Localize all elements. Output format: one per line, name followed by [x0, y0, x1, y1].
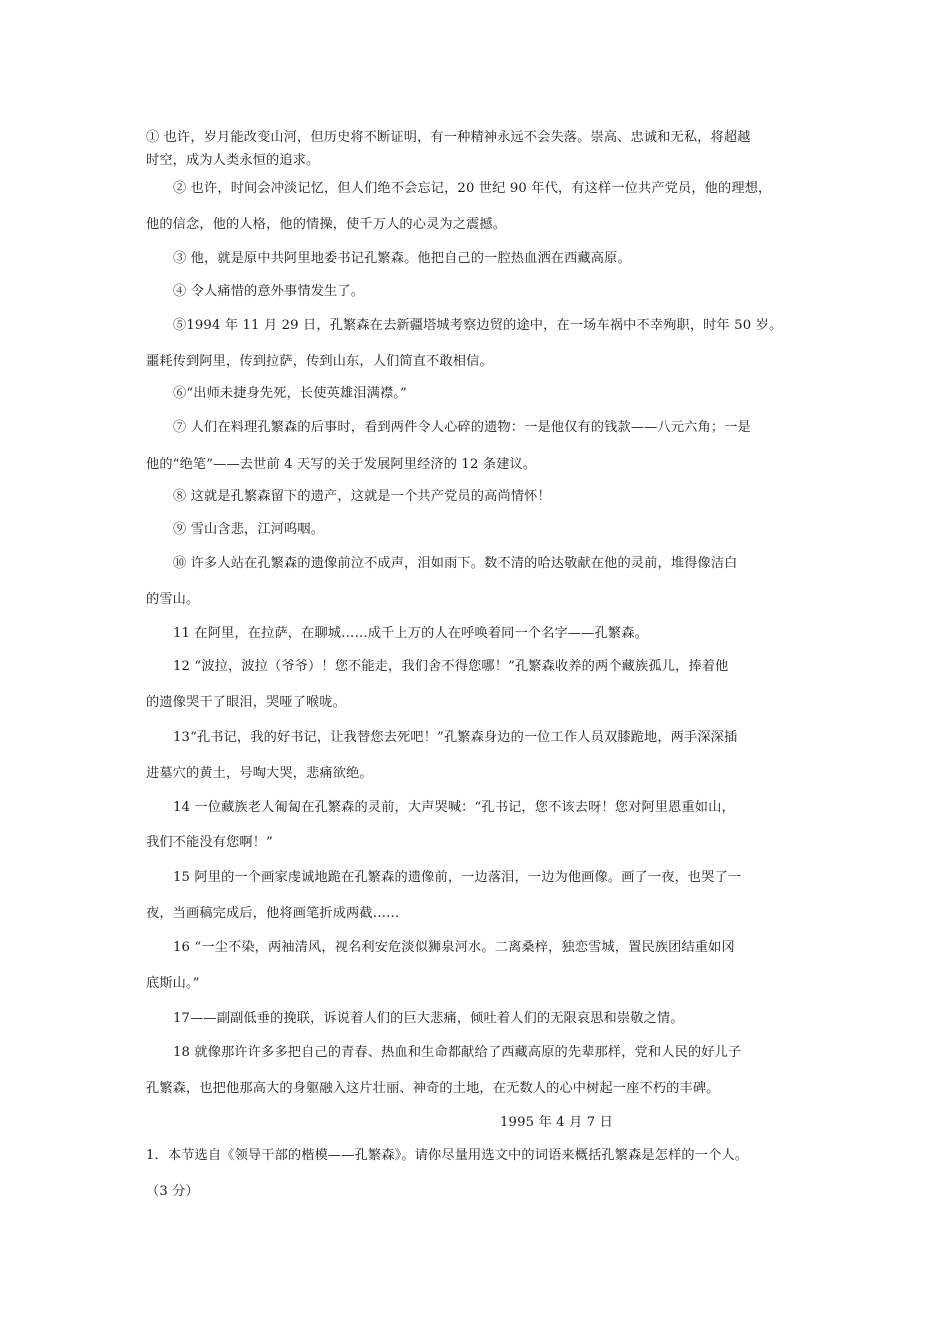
paragraph-12-line-1: 12 “波拉，波拉（爷爷）！您不能走，我们舍不得您哪！”孔繁森收养的两个藏族孤儿，捧着他 — [173, 659, 729, 674]
paragraph-15-line-2: 夜，当画稿完成后，他将画笔折成两截…… — [146, 906, 400, 921]
paragraph-14-line-1: 14 一位藏族老人匍匐在孔繁森的灵前，大声哭喊：“孔书记，您不该去呀！您对阿里恩重如山， — [173, 800, 735, 815]
paragraph-4: ④ 令人痛惜的意外事情发生了。 — [173, 284, 365, 299]
paragraph-10-line-1: ⑩ 许多人站在孔繁森的遗像前泣不成声，泪如雨下。数不清的哈达敬献在他的灵前，堆得像洁白 — [173, 556, 738, 571]
paragraph-3: ③ 他，就是原中共阿里地委书记孔繁森。他把自己的一腔热血洒在西藏高原。 — [173, 251, 631, 266]
paragraph-11: 11 在阿里，在拉萨，在聊城……成千上万的人在呼唤着同一个名字——孔繁森。 — [173, 626, 648, 641]
paragraph-13-line-1: 13“孔书记，我的好书记，让我替您去死吧！”孔繁森身边的一位工作人员双膝跪地，两手深深插 — [173, 730, 738, 745]
paragraph-9: ⑨ 雪山含悲，江河呜咽。 — [173, 522, 325, 537]
paragraph-7-line-1: ⑦ 人们在料理孔繁森的后事时，看到两件令人心碎的遗物：一是他仅有的钱款——八元六角；一是 — [173, 420, 751, 435]
date-line: 1995 年 4 月 7 日 — [500, 1115, 613, 1130]
question-1: 1．本节选自《领导干部的楷模——孔繁森》。请你尽量用选文中的词语来概括孔繁森是怎样的一个人。 — [146, 1148, 749, 1163]
paragraph-6: ⑥“出师未捷身先死，长使英雄泪满襟。” — [173, 386, 407, 401]
paragraph-2-line-1: ② 也许，时间会冲淡记忆，但人们绝不会忘记，20 世纪 90 年代，有这样一位共产党员，他的理想， — [173, 181, 772, 196]
paragraph-12-line-2: 的遗像哭干了眼泪，哭哑了喉咙。 — [146, 695, 347, 710]
question-1-score: （3 分） — [146, 1184, 199, 1199]
paragraph-5-line-1: ⑤1994 年 11 月 29 日，孔繁森在去新疆塔城考察边贸的途中，在一场车祸中不幸殉职，时年 50 岁。 — [173, 318, 783, 333]
paragraph-8: ⑧ 这就是孔繁森留下的遗产，这就是一个共产党员的高尚情怀！ — [173, 489, 551, 504]
paragraph-2-line-2: 他的信念，他的人格，他的情操，使千万人的心灵为之震撼。 — [146, 217, 507, 232]
paragraph-15-line-1: 15 阿里的一个画家虔诚地跪在孔繁森的遗像前，一边落泪，一边为他画像。画了一夜，也哭了一 — [173, 870, 742, 885]
paragraph-17: 17——副副低垂的挽联，诉说着人们的巨大悲痛，倾吐着人们的无限哀思和崇敬之情。 — [173, 1011, 684, 1026]
paragraph-7-line-2: 他的“绝笔”——去世前 4 天写的关于发展阿里经济的 12 条建议。 — [146, 457, 537, 472]
paragraph-1-line-2: 时空，成为人类永恒的追求。 — [146, 153, 320, 168]
paragraph-16-line-2: 底斯山。” — [146, 976, 200, 991]
paragraph-5-line-2: 噩耗传到阿里，传到拉萨，传到山东，人们简直不敢相信。 — [146, 354, 493, 369]
paragraph-13-line-2: 进墓穴的黄土，号啕大哭，悲痛欲绝。 — [146, 766, 373, 781]
paragraph-1-line-1: ① 也许，岁月能改变山河，但历史将不断证明，有一种精神永远不会失落。崇高、忠诚和无私，将超越 — [146, 130, 751, 145]
paragraph-18-line-1: 18 就像那许许多多把自己的青春、热血和生命都献给了西藏高原的先辈那样，党和人民的好儿子 — [173, 1045, 742, 1060]
paragraph-16-line-1: 16 “一尘不染，两袖清风，视名利安危淡似狮泉河水。二离桑梓，独恋雪城，置民族团结重如冈 — [173, 940, 735, 955]
paragraph-14-line-2: 我们不能没有您啊！” — [146, 835, 273, 850]
paragraph-10-line-2: 的雪山。 — [146, 592, 200, 607]
paragraph-18-line-2: 孔繁森，也把他那高大的身躯融入这片壮丽、神奇的土地，在无数人的心中树起一座不朽的丰碑。 — [146, 1081, 720, 1096]
